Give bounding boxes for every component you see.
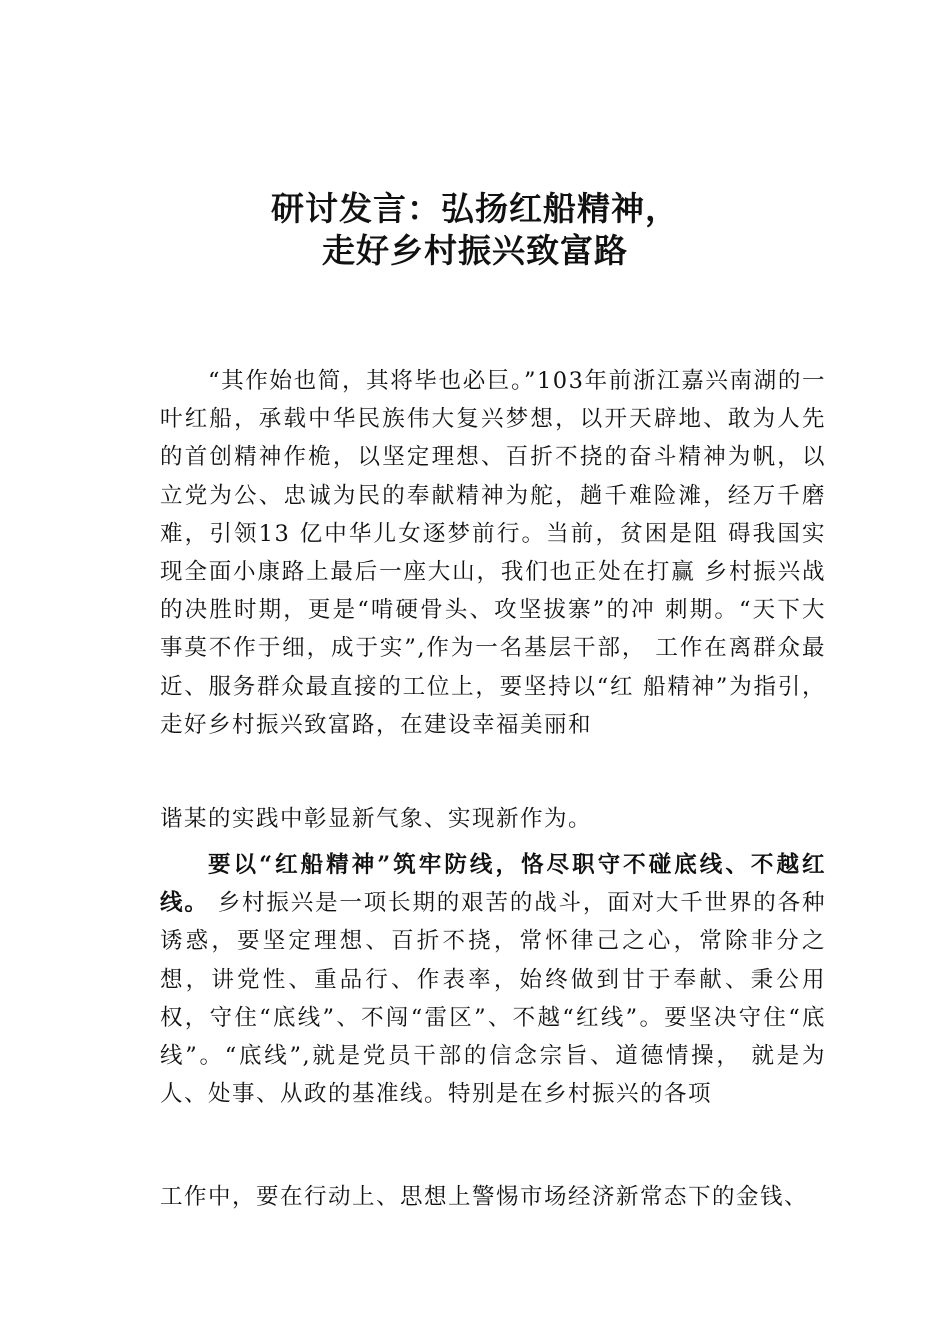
paragraph-2 — [160, 846, 826, 1113]
paragraph-3: 工作中，要在行动上、思想上警惕市场经济新常态下的金钱、 — [160, 1184, 809, 1210]
document-title-line-2: 走好乡村振兴致富路 — [322, 231, 628, 270]
paragraph-2-body: 乡村振兴是一项长期的艰苦的战斗，面对大千世界的各种诱惑，要坚定理想、百折不挠，常怀律己之心，常除非分之想，讲党性、重品行、作表率，始终做到甘于奉献、秉公用权，守住“底线”、不闯“雷区”、不越“红线”。要坚决守住“底线”。“底线”,就是党员干部的信念宗旨、道德情操， 就是为人、处事、从政的基准线。特别是在乡村振兴的各项 — [160, 890, 826, 1108]
paragraph-2-heading: 要以“红船精神”筑牢防线，恪尽职守不碰底线、不越红线。 — [160, 852, 826, 917]
document-title-line-1: 研讨发言：弘扬红船精神， — [271, 189, 679, 228]
paragraph-1-continuation: 谐某的实践中彰显新气象、实现新作为。 — [160, 806, 593, 832]
paragraph-1: “其作始也简，其将毕也必巨。”103年前浙江嘉兴南湖的一叶红船，承载中华民族伟大复兴梦想，以开天辟地、敢为人先的首创精神作桅，以坚定理想、百折不挠的奋斗精神为帆，以立党为公、忠诚为民的奉献精神为舵，趟千难险滩，经万千磨难，引领13 亿中华儿女逐梦前行。当前，贫困是阻 碍我国实现全面小康路上最后一座大山，我们也正处在打赢 乡村振兴战的决胜时期，更是“啃硬骨头、攻坚拔寨”的冲 刺期。“天下大事莫不作于细，成于实”,作为一名基层干部， 工作在离群众最近、服务群众最直接的工位上，要坚持以“红 船精神”为指引，走好乡村振兴致富路，在建设幸福美丽和 — [160, 368, 826, 738]
